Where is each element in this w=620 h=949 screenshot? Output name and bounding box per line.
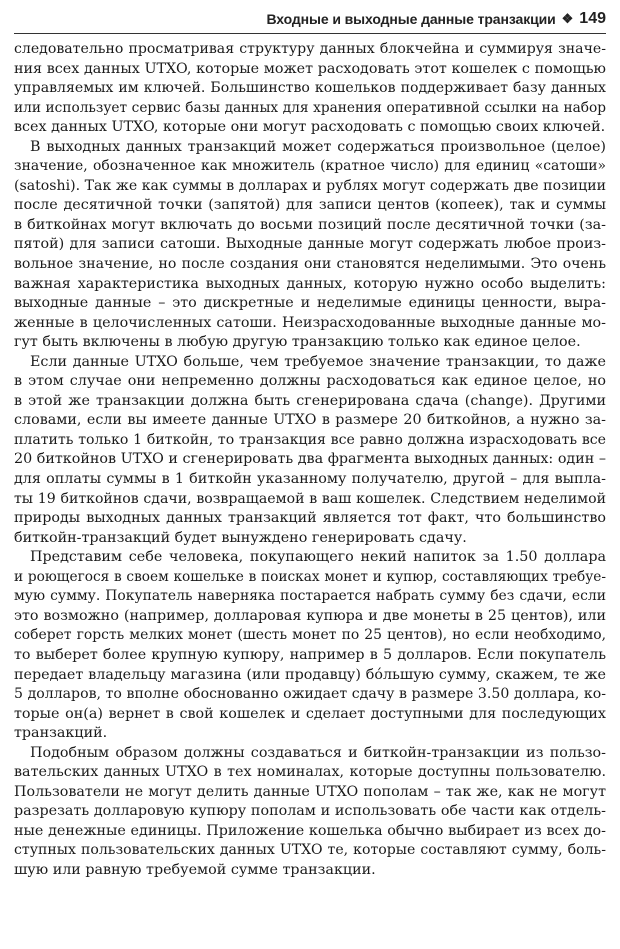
paragraph bbox=[14, 353, 606, 548]
text-line: (satoshi). Так же как суммы в долларах и рублях могут содержать две позиции bbox=[14, 177, 606, 194]
header-rule bbox=[14, 33, 606, 34]
running-header-title: Входные и выходные данные транзакции bbox=[266, 11, 556, 27]
text-line: то выберет более крупную купюру, например в 5 долларов. Если покупатель bbox=[14, 646, 606, 663]
text-line: в этой же транзакции должна быть сгенерирована сдача (change). Другими bbox=[14, 392, 606, 409]
running-header bbox=[14, 8, 606, 30]
text-line: платить только 1 биткойн, то транзакция все равно должна израсходовать все bbox=[14, 431, 606, 448]
text-line: торые он(а) вернет в свой кошелек и сделает доступными для последующих bbox=[14, 705, 606, 722]
text-line: передает владельцу магазина (или продавцу) бóльшую сумму, скажем, те же bbox=[14, 666, 606, 683]
paragraph bbox=[14, 548, 606, 743]
text-line: природы выходных данных транзакций является тот факт, что большинство bbox=[14, 510, 606, 527]
text-line: ния всех данных UTXO, которые может расходовать этот кошелек с помощью bbox=[14, 60, 606, 77]
text-line: словами, если вы имеете данные UTXO в размере 20 биткойнов, а нужно за- bbox=[14, 412, 606, 429]
text-line: 5 долларов, то вполне обоснованно ожидает сдачу в размере 3.50 доллара, ко- bbox=[14, 686, 606, 703]
text-line: Подобным образом должны создаваться и биткойн-транзакции из пользо- bbox=[30, 744, 606, 761]
text-line: В выходных данных транзакций может содержаться произвольное (целое) bbox=[30, 138, 606, 155]
paragraph bbox=[14, 138, 606, 353]
text-line: это возможно (например, долларовая купюра и две монеты в 25 центов), или bbox=[14, 607, 606, 624]
text-line: в этом случае они непременно должны расходоваться как единое целое, но bbox=[14, 373, 606, 390]
text-line: и роющегося в своем кошельке в поисках монет и купюр, составляющих требуе- bbox=[14, 568, 606, 585]
text-line: следовательно просматривая структуру данных блокчейна и суммируя значе- bbox=[14, 41, 606, 57]
text-line: выходные данные – это дискретные и неделимые единицы ценности, выра- bbox=[14, 295, 606, 312]
text-line: ные денежные единицы. Приложение кошелька обычно выбирает из всех до- bbox=[14, 822, 606, 839]
paragraph bbox=[14, 744, 606, 881]
text-line: Представим себе человека, покупающего некий напиток за 1.50 доллара bbox=[30, 549, 606, 566]
text-line: женные в целочисленных сатоши. Неизрасходованные выходные данные мо- bbox=[14, 314, 606, 331]
text-line: ты 19 биткойнов сдачи, возвращаемой в ваш кошелек. Следствием неделимой bbox=[14, 490, 606, 507]
text-line: управляемых им ключей. Большинство кошельков поддерживает базу данных bbox=[14, 80, 606, 97]
text-line: в биткойнах могут включать до восьми позиций после десятичной точки (за- bbox=[14, 216, 606, 233]
text-line: ступных пользовательских данных UTXO те, которые составляют сумму, боль- bbox=[14, 842, 606, 859]
body-text bbox=[14, 40, 606, 881]
text-line: вольное значение, но после создания они становятся неделимыми. Это очень bbox=[14, 256, 606, 273]
text-line: значение, обозначенное как множитель (кратное число) для единиц «сатоши» bbox=[14, 158, 606, 175]
text-line: вательских данных UTXO в тех номиналах, которые доступны пользователю. bbox=[14, 764, 606, 781]
text-line: важная характеристика выходных данных, которую нужно особо выделить: bbox=[14, 275, 606, 292]
text-line: гут быть включены в любую другую транзакцию только как единое целое. bbox=[14, 334, 581, 351]
paragraph bbox=[14, 40, 606, 138]
text-line: или использует сервис базы данных для хранения оперативной ссылки на набор bbox=[14, 99, 606, 116]
text-line: транзакций. bbox=[14, 725, 108, 742]
text-line: разрезать долларовую купюру пополам и использовать обе части как отдель- bbox=[14, 803, 606, 820]
text-line: 20 биткойнов UTXO и сгенерировать два фрагмента выходных данных: один – bbox=[14, 451, 606, 468]
text-line: пятой) для записи сатоши. Выходные данные могут содержать любое произ- bbox=[14, 236, 606, 253]
page-number: 149 bbox=[579, 10, 606, 27]
text-line: после десятичной точки (запятой) для записи центов (копеек), так и суммы bbox=[14, 197, 606, 214]
text-line: всех данных UTXO, которые они могут расходовать с помощью своих ключей. bbox=[14, 119, 606, 136]
text-line: Если данные UTXO больше, чем требуемое значение транзакции, то даже bbox=[30, 353, 606, 370]
text-line: биткойн-транзакций будет вынуждено генерировать сдачу. bbox=[14, 529, 467, 546]
text-line: мую сумму. Покупатель наверняка постарается набрать сумму без сдачи, если bbox=[14, 588, 606, 605]
ornament-icon: ❖ bbox=[561, 11, 574, 26]
text-line: для оплаты суммы в 1 биткойн указанному получателю, другой – для выпла- bbox=[14, 471, 606, 488]
text-line: шую или равную требуемой сумме транзакции. bbox=[14, 861, 376, 878]
text-line: соберет горсть мелких монет (шесть монет по 25 центов), но если необходимо, bbox=[14, 627, 606, 644]
text-line: Пользователи не могут делить данные UTXO пополам – так же, как не могут bbox=[14, 783, 606, 800]
